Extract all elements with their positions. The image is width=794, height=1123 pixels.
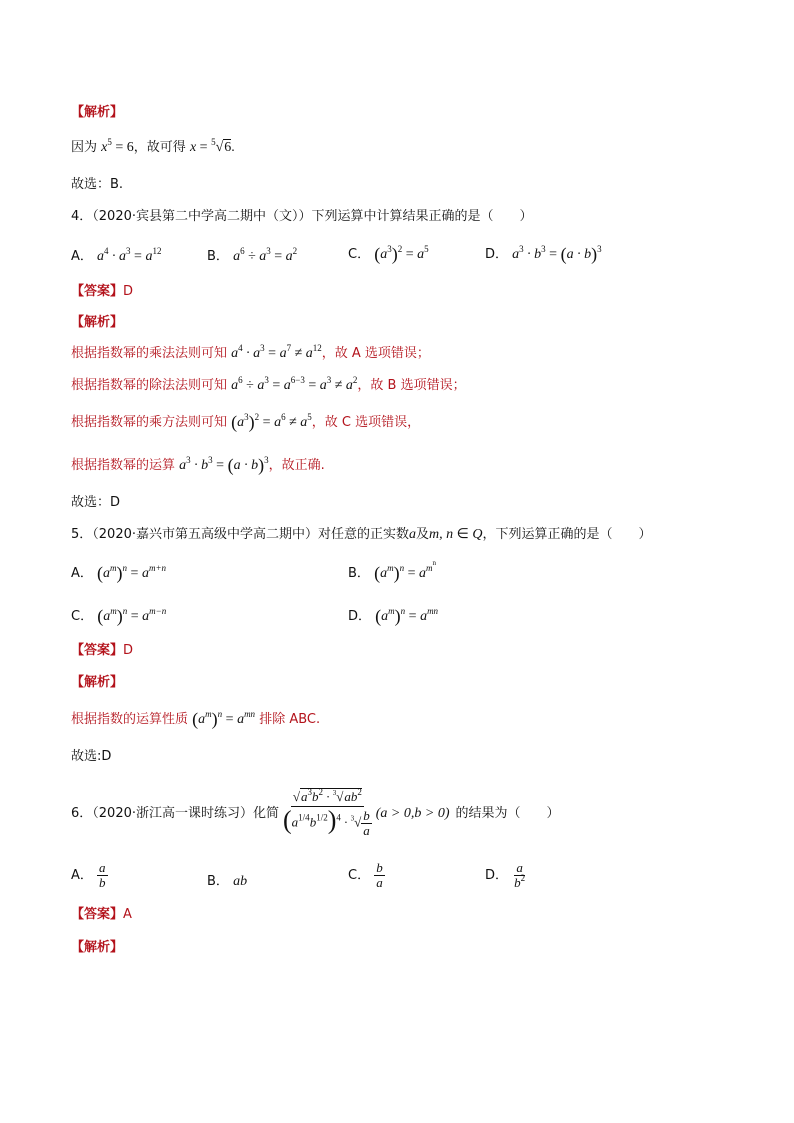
q5-stem-suffix: ，下列运算正确的是（ ） [482,527,652,542]
q5-answer: D [123,643,134,658]
q4-explain-3-prefix: 根据指数幂的乘方法则可知 [71,415,228,430]
q4-explain-4-prefix: 根据指数幂的运算 [71,458,176,473]
q4-option-b[interactable]: B． $a^6 \div a^3 = a^2$ [207,246,298,264]
q4-answer-label: 【答案】 [71,284,124,299]
q4-explain-1-prefix: 根据指数幂的乘法法则可知 [71,346,228,361]
q6-option-c[interactable]: C． $\frac{b}{a}$ [348,860,383,890]
q5-option-d[interactable]: D． $(a^m)^n = a^{mn}$ [348,606,439,626]
q6-stem [71,772,560,856]
q4-answer-line [71,283,133,301]
q4-xuan: 故选：D [71,495,121,510]
reason-eq: $x^5 = 6$ [101,137,134,155]
q4-option-c[interactable]: C． $(a^3)^2 = a^5$ [348,244,429,264]
reason-result: x = $^5$√6 [189,137,232,155]
q5-stem-mid: 及 [416,527,430,542]
q5-jiexi-label: 【解析】 [71,675,124,690]
reason-prefix: 因为 [71,140,98,155]
q4-explain-3: 根据指数幂的乘方法则可知 $(a^3)^2 = a^6 \ne a^5$，故 C 选项错误， [71,412,421,432]
q5-explain-1-prefix: 根据指数的运算性质 [71,712,189,727]
xuan-top: 故选：B. [71,177,124,192]
q4-explain-1-suffix: ，故 A 选项错误； [321,346,430,361]
q4-option-a[interactable]: A． $a^4 \cdot a^3 = a^{12}$ [71,246,162,264]
q6-option-a[interactable]: A． $\frac{a}{b}$ [71,860,106,890]
q6-condition: (a > 0,b > 0) [375,806,450,821]
q5-option-b-label: B． [348,566,370,581]
q4-option-d[interactable]: D． $a^3 \cdot b^3 = (a \cdot b)^3$ [485,244,602,264]
q6-option-d-label: D． [485,868,509,883]
q6-option-b[interactable]: B． ab [207,874,248,889]
q5-explain-1: 根据指数的运算性质 $(a^m)^n = a^{mn}$ 排除 ABC. [71,709,321,729]
q5-option-d-label: D． [348,609,372,624]
q6-option-b-label: B． [207,874,229,889]
q6-option-d[interactable]: D． $\frac{a}{b^2}$ [485,860,526,890]
q5-option-a[interactable]: A． $(a^m)^n = a^{m+n}$ [71,563,167,583]
q4-explain-4-suffix: ，故正确. [268,458,325,473]
q6-answer-label: 【答案】 [71,907,124,922]
q4-explain-4: 根据指数幂的运算 $a^3 \cdot b^3 = (a \cdot b)^3$，故正确. [71,455,325,475]
q6-stem-suffix: 的结果为（ ） [455,806,560,821]
q5-option-c[interactable]: C． $(a^m)^n = a^{m-n}$ [71,606,167,626]
q5-answer-label: 【答案】 [71,643,124,658]
q4-option-c-label: C． [348,247,371,262]
q6-option-c-label: C． [348,868,371,883]
q4-explain-2: 根据指数幂的除法法则可知 $a^6 \div a^3 = a^{6-3} = a^3 \ne a^2$，故 B 选项错误； [71,375,466,393]
q4-option-d-label: D． [485,247,509,262]
q4-explain-2-suffix: ，故 B 选项错误； [357,378,466,393]
q4-jiexi-label: 【解析】 [71,315,124,330]
q4-option-a-label: A． [71,249,93,264]
q6-answer-line [71,906,132,924]
jiexi-label-top: 【解析】 [71,105,124,120]
q5-stem-prefix: 5．（2020·嘉兴市第五高级中学高二期中）对任意的正实数 [71,527,409,542]
q4-explain-3-suffix: ，故 C 选项错误， [311,415,421,430]
q6-jiexi-label: 【解析】 [71,940,124,955]
q5-option-a-label: A． [71,566,93,581]
q4-explain-1: 根据指数幂的乘法法则可知 $a^4 \cdot a^3 = a^7 \ne a^{12}$，故 A 选项错误； [71,343,430,361]
q4-stem: 4．（2020·宾县第二中学高二期中（文））下列运算中计算结果正确的是（ ） [71,209,533,224]
q6-answer: A [123,907,132,922]
q4-answer: D [123,284,134,299]
q5-stem: 5．（2020·嘉兴市第五高级中学高二期中）对任意的正实数a及m, n ∈ Q，下列运算正确的是（ ） [71,527,652,542]
reason-line: 因为 $x^5 = 6$，故可得 x = $^5$√6. [71,137,235,155]
q4-option-b-label: B． [207,249,229,264]
q4-explain-2-prefix: 根据指数幂的除法法则可知 [71,378,228,393]
q5-explain-1-suffix: 排除 ABC. [259,712,321,727]
q5-answer-line [71,642,133,660]
q5-option-b[interactable]: B． $(a^m)^n = a^{m^n}$ [348,559,436,583]
reason-mid: ，故可得 [133,140,186,155]
q6-expression: $√a^3b^2 \cdot ^3√ab^2$ $(a^{1/4}b^{1/2})^4 \cdot ^3√$ $\frac{b}{a}$ [283,787,370,838]
q5-option-c-label: C． [71,609,94,624]
q6-stem-prefix: 6．（2020·浙江高一课时练习）化简 [71,806,279,821]
q5-xuan: 故选:D [71,749,112,764]
q6-option-a-label: A． [71,868,93,883]
